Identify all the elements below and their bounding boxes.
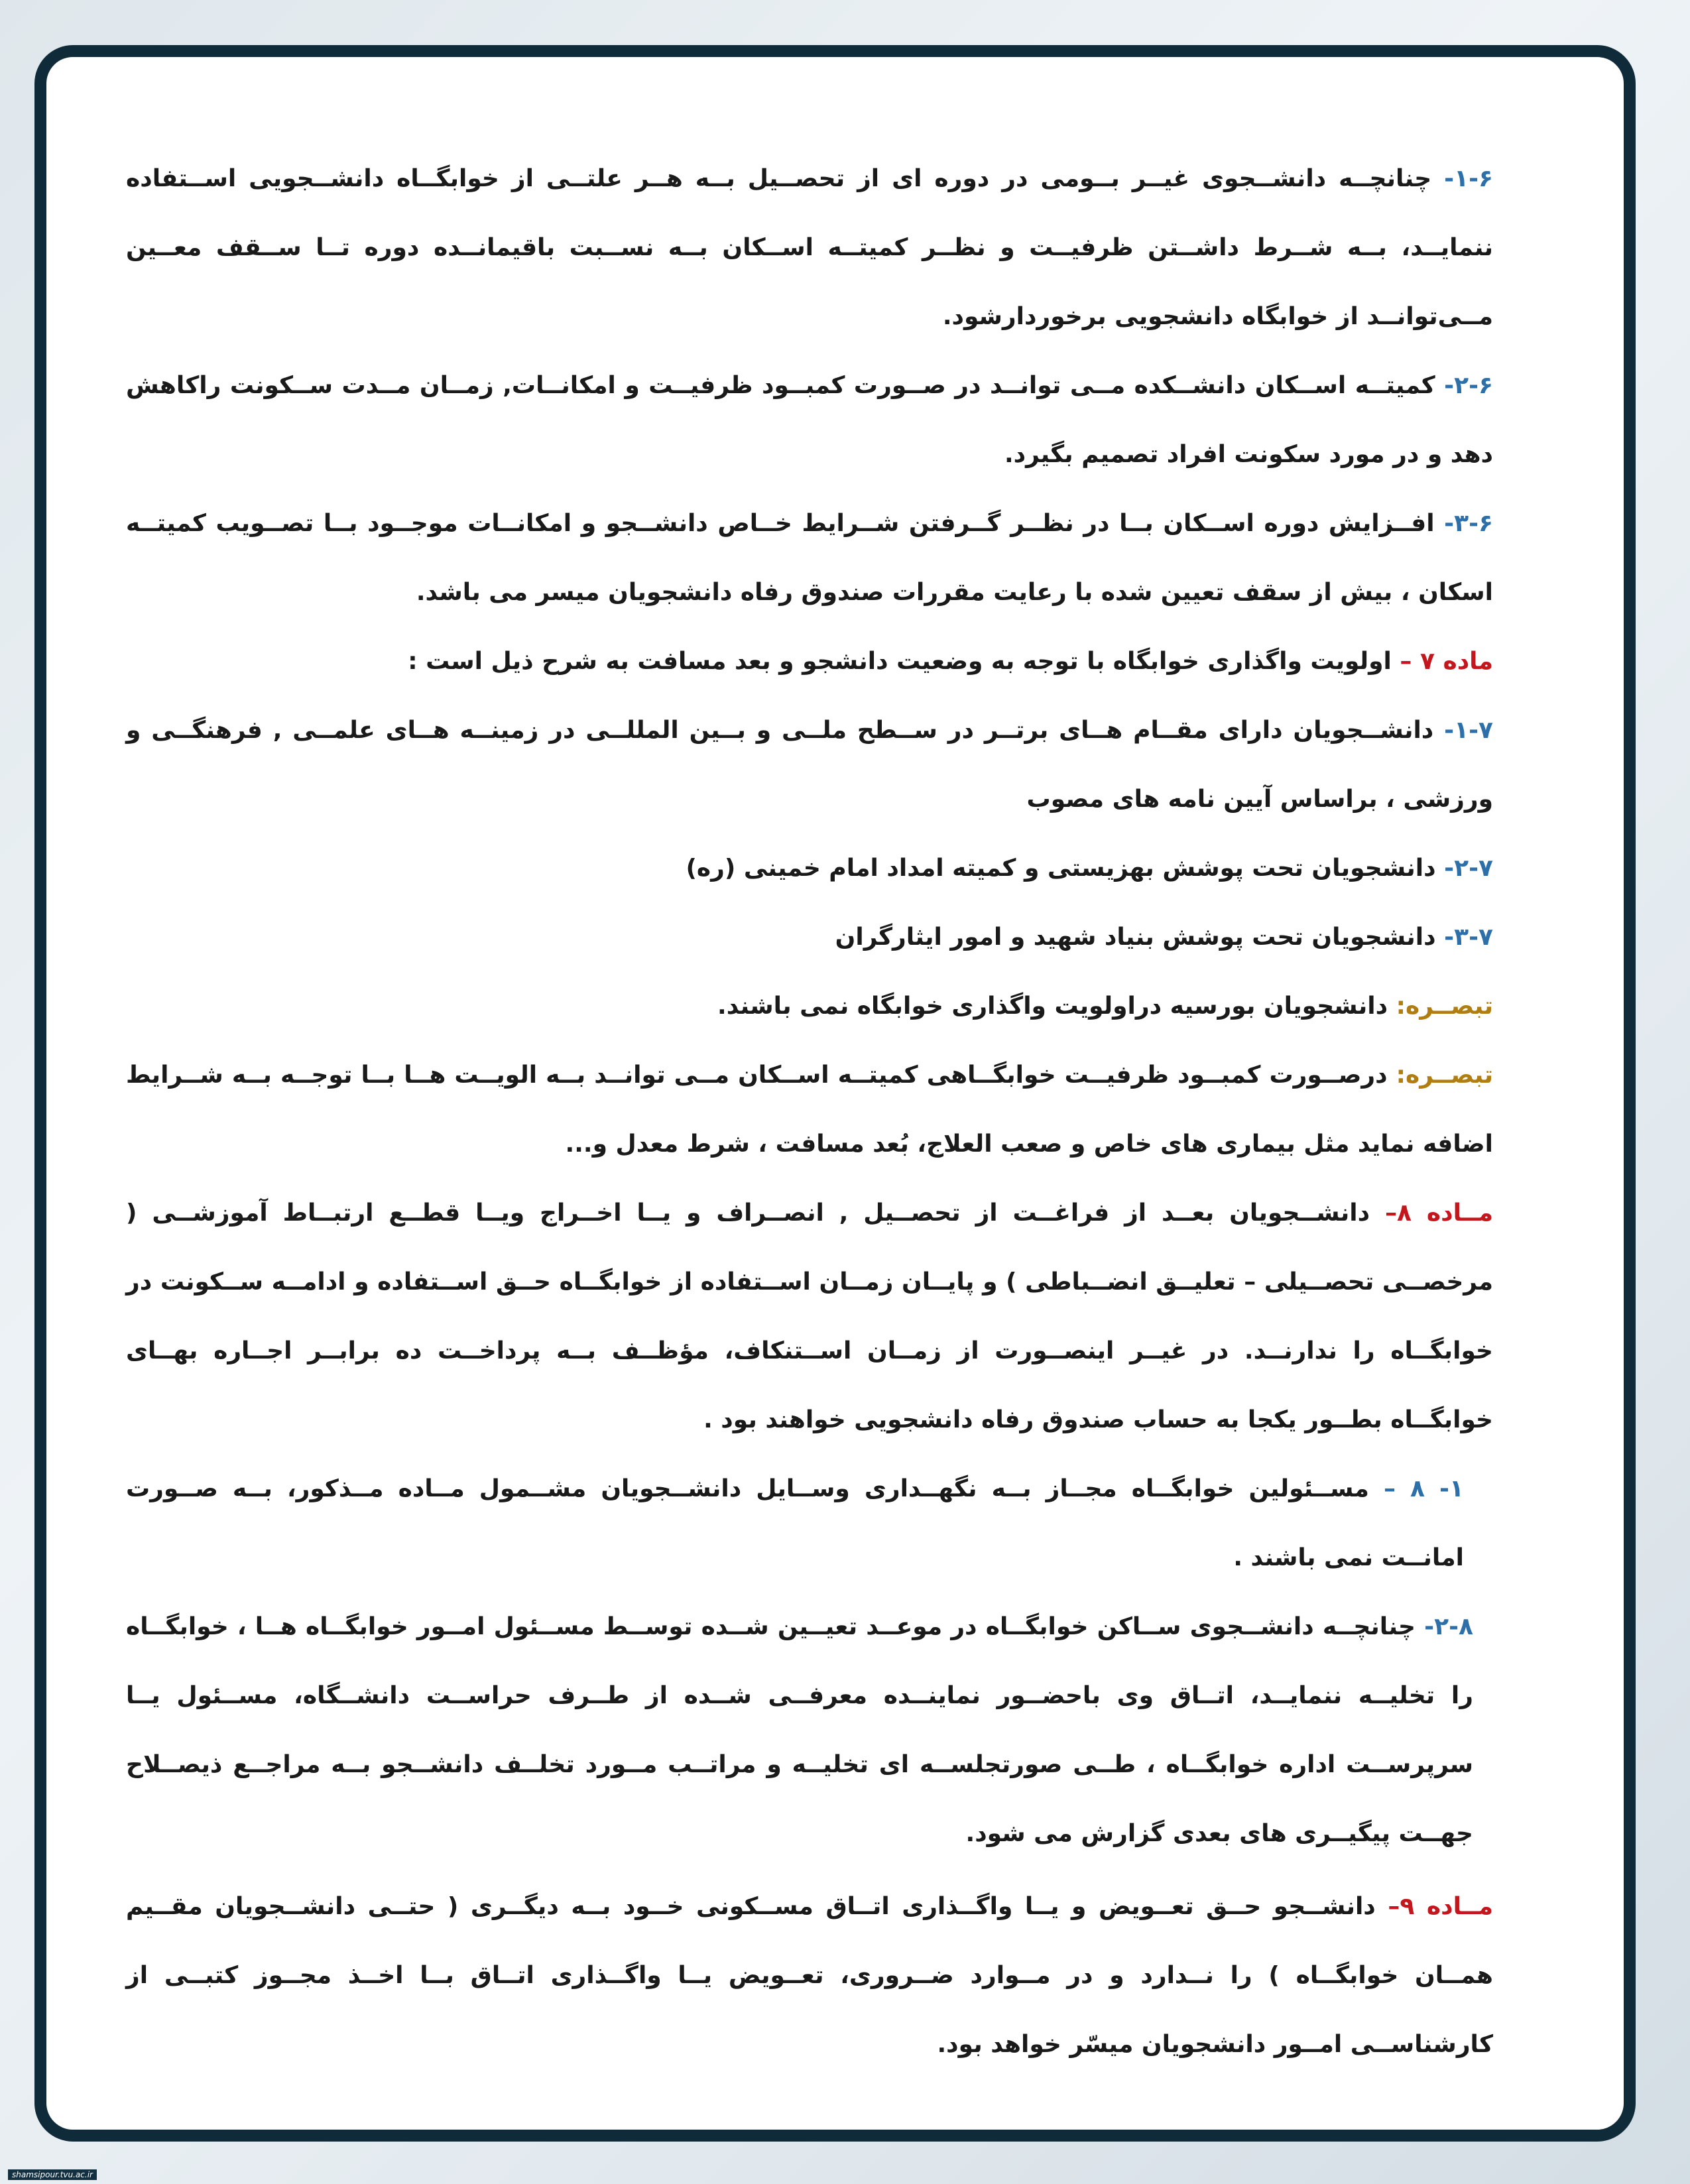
- clause-number: ۱-۷-: [1444, 717, 1493, 744]
- clause-7-3: [126, 903, 1493, 972]
- clause-6-3: [126, 489, 1493, 627]
- clause-text: چنانچــه دانشــجوی غیــر بــومی در دوره ای از تحصــیل بــه هــر علتــی از خوابگــاه دانشــجویی اســتفاده ننمایــد، بــه شــرط داشــتن ظرفیــت و نظــر کمیتــه اســکان بــه نســبت باقیمانــده دوره تــا ســقف معــین مــی‌توانــد از خوابگاه دانشجویی برخوردارشود.: [126, 165, 1493, 330]
- article-text: اولویت واگذاری خوابگاه با توجه به وضعیت دانشجو و بعد مسافت به شرح ذیل است :: [408, 648, 1400, 675]
- note-label: تبصــره:: [1396, 993, 1493, 1020]
- clause-text: دانشجویان تحت پوشش بهزیستی و کمیته امداد امام خمینی (ره): [686, 855, 1445, 882]
- clause-number: ۳-۶-: [1444, 510, 1493, 537]
- site-watermark: shamsipour.tvu.ac.ir: [8, 2169, 97, 2180]
- clause-number: ۲-۷-: [1444, 855, 1493, 882]
- clause-7-1: [126, 696, 1493, 834]
- article-8: [126, 1179, 1493, 1455]
- clause-6-2: [126, 351, 1493, 489]
- article-7: [126, 627, 1493, 696]
- clause-number: ۳-۷-: [1444, 924, 1493, 951]
- article-text: دانشــجو حــق تعــویض و یــا واگــذاری اتــاق مســکونی خــود بــه دیگــری ( حتــی دانشــجویان مقــیم همــان خوابگــاه ) را نــدارد و در مــوارد ضــروری، تعــویض یــا واگــذاری اتــاق بــا اخــذ مجــوز کتبــی از کارشناســی امــور دانشجویان میسّر خواهد بود.: [126, 1893, 1493, 2058]
- note-2: [126, 1041, 1493, 1179]
- clause-number: ۲-۸-: [1424, 1613, 1473, 1640]
- regulation-text: [126, 145, 1493, 2079]
- clause-text: مســئولین خوابگــاه مجــاز بــه نگهــداری وســایل دانشــجویان مشــمول مــاده مــذکور، بــه صــورت امانــت نمی باشند .: [126, 1475, 1464, 1571]
- clause-text: دانشــجویان دارای مقــام هــای برتــر در ســطح ملــی و بــین المللــی در زمینــه هــای علمــی , فرهنگــی و ورزشی ، براساس آیین نامه های مصوب: [126, 717, 1493, 813]
- clause-8-1: [126, 1455, 1493, 1593]
- clause-6-1: [126, 145, 1493, 351]
- article-9: [126, 1872, 1493, 2079]
- article-label: مــاده ۸–: [1384, 1199, 1493, 1227]
- clause-text: چنانچــه دانشــجوی ســاکن خوابگــاه در موعــد تعیــین شــده توســط مســئول امــور خوابگــاه هــا ، خوابگــاه را تخلیــه ننمایــد، اتــاق وی باحضــور نماینــده معرفــی شــده از طــرف حراســت دانشــگاه، مســئول یــا سرپرســت اداره خوابگــاه ، طــی صورتجلســه ای تخلیــه و مراتــب مــورد تخلــف دانشــجو بــه مراجــع ذیصــلاح جهــت پیگیــری های بعدی گزارش می شود.: [126, 1613, 1473, 1847]
- note-1: [126, 972, 1493, 1041]
- clause-text: افــزایش دوره اســکان بــا در نظــر گــرفتن شــرایط خــاص دانشــجو و امکانــات موجــود بــا تصــویب کمیتــه اسکان ، بیش از سقف تعیین شده با رعایت مقررات صندوق رفاه دانشجویان میسر می باشد.: [126, 510, 1493, 606]
- clause-number: ۱- ۸ –: [1383, 1475, 1464, 1502]
- clause-number: ۲-۶-: [1444, 372, 1493, 399]
- clause-text: دانشجویان تحت پوشش بنیاد شهید و امور ایثارگران: [835, 924, 1445, 951]
- note-text: دانشجویان بورسیه دراولویت واگذاری خوابگاه نمی باشند.: [717, 993, 1396, 1020]
- note-text: درصــورت کمبــود ظرفیــت خوابگــاهی کمیتــه اســکان مــی توانــد بــه الویــت هــا بــا توجــه بــه شــرایط اضافه نماید مثل بیماری های خاص و صعب العلاج، بُعد مسافت ، شرط معدل و...: [126, 1062, 1493, 1158]
- clause-7-2: [126, 834, 1493, 903]
- article-text: دانشــجویان بعــد از فراغــت از تحصــیل , انصــراف و یــا اخــراج ویــا قطــع ارتبــاط آموزشــی ( مرخصــی تحصــیلی – تعلیــق انضــباطی ) و پایــان زمــان اســتفاده از خوابگــاه حــق اســتفاده و ادامــه ســکونت در خوابگــاه را ندارنــد. در غیــر اینصــورت از زمــان اســتنکاف، مؤظــف بــه پرداخــت ده برابــر اجــاره بهــای خوابگــاه بطــور یکجا به حساب صندوق رفاه دانشجویی خواهند بود .: [126, 1199, 1493, 1433]
- article-label: ماده ۷ –: [1400, 648, 1493, 675]
- article-label: مــاده ۹–: [1388, 1893, 1493, 1920]
- note-label: تبصــره:: [1396, 1062, 1493, 1089]
- clause-8-2: [126, 1593, 1493, 1868]
- clause-text: کمیتــه اســکان دانشــکده مــی توانــد در صــورت کمبــود ظرفیــت و امکانــات, زمــان مــدت ســکونت راکاهش دهد و در مورد سکونت افراد تصمیم بگیرد.: [126, 372, 1493, 468]
- clause-number: ۱-۶-: [1444, 165, 1493, 192]
